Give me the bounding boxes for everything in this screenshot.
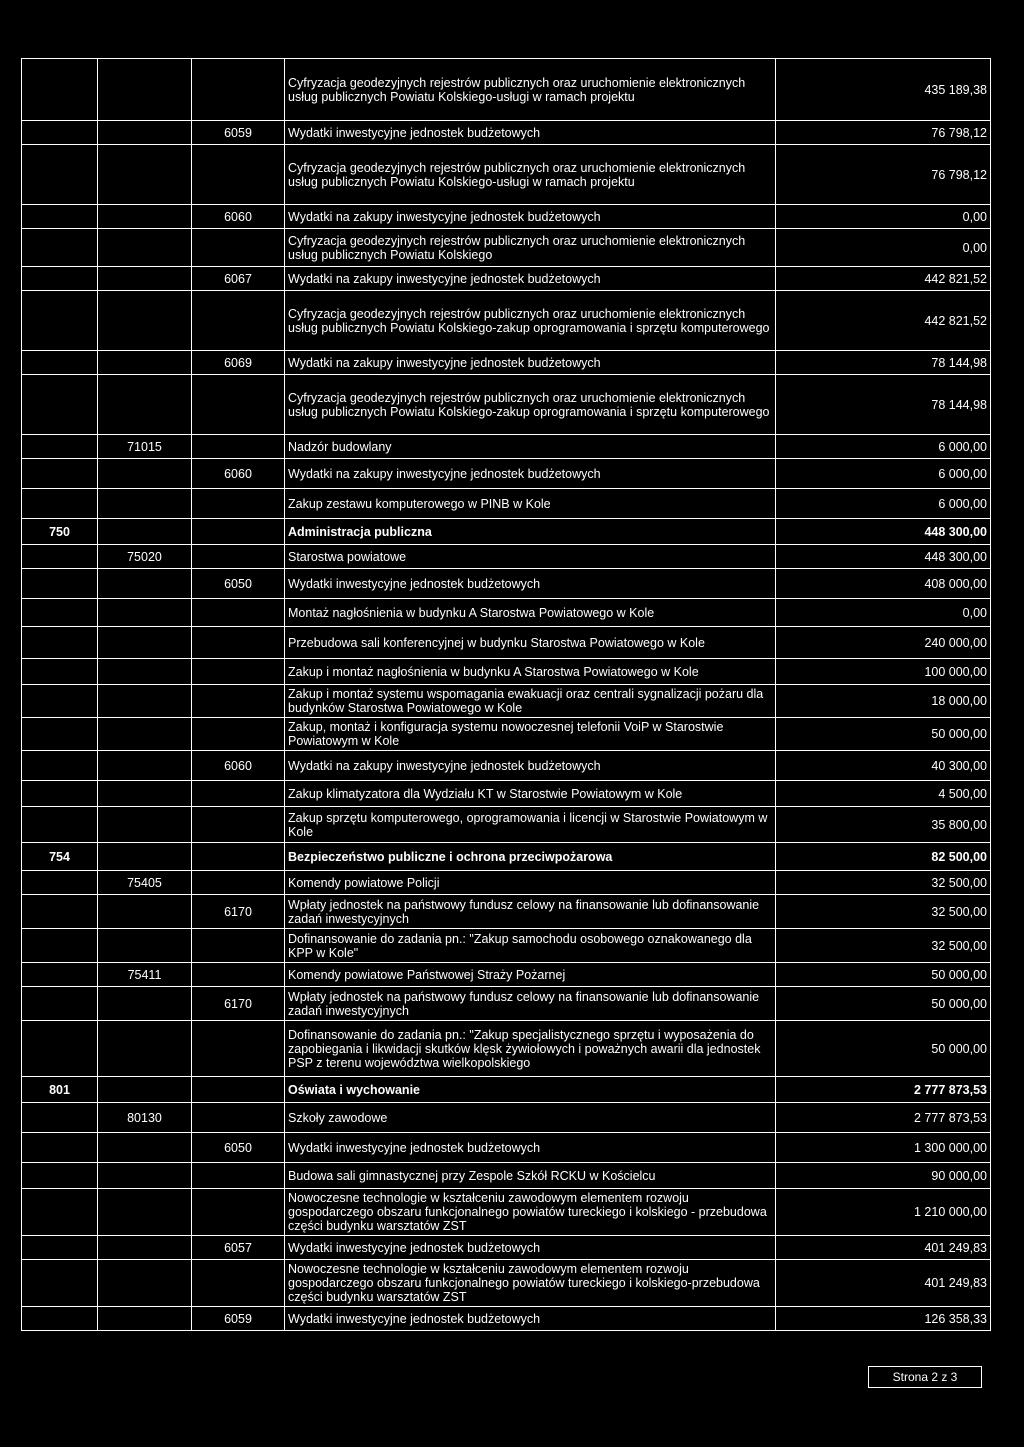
dzial-cell bbox=[22, 351, 98, 375]
rozdzial-cell: 80130 bbox=[98, 1103, 192, 1133]
dzial-cell bbox=[22, 685, 98, 718]
rozdzial-cell bbox=[98, 59, 192, 121]
table-row bbox=[22, 781, 991, 807]
paragraf-cell bbox=[192, 1103, 285, 1133]
dzial-cell bbox=[22, 963, 98, 987]
rozdzial-cell bbox=[98, 569, 192, 599]
rozdzial-cell bbox=[98, 718, 192, 751]
dzial-cell bbox=[22, 987, 98, 1021]
amount-cell: 1 300 000,00 bbox=[776, 1133, 991, 1163]
amount-cell: 240 000,00 bbox=[776, 627, 991, 659]
table-row bbox=[22, 569, 991, 599]
amount-cell: 4 500,00 bbox=[776, 781, 991, 807]
description-cell: Nowoczesne technologie w kształceniu zawodowym elementem rozwoju gospodarczego obszaru funkcjonalnego powiatów tureckiego i kolskiego-przebudowa części budynku warsztatów ZST bbox=[285, 1260, 776, 1307]
amount-cell: 35 800,00 bbox=[776, 807, 991, 843]
table-row bbox=[22, 685, 991, 718]
dzial-cell bbox=[22, 229, 98, 267]
dzial-cell bbox=[22, 1236, 98, 1260]
description-cell: Wpłaty jednostek na państwowy fundusz celowy na finansowanie lub dofinansowanie zadań inwestycyjnych bbox=[285, 895, 776, 929]
budget-expenditure-table bbox=[21, 58, 991, 1331]
paragraf-cell bbox=[192, 871, 285, 895]
dzial-cell bbox=[22, 145, 98, 205]
amount-cell: 6 000,00 bbox=[776, 489, 991, 519]
dzial-cell bbox=[22, 871, 98, 895]
description-cell: Zakup, montaż i konfiguracja systemu nowoczesnej telefonii VoiP w Starostwie Powiatowym w Kole bbox=[285, 718, 776, 751]
amount-cell: 2 777 873,53 bbox=[776, 1103, 991, 1133]
table-row bbox=[22, 871, 991, 895]
rozdzial-cell bbox=[98, 1163, 192, 1189]
paragraf-cell: 6059 bbox=[192, 1307, 285, 1331]
rozdzial-cell: 75411 bbox=[98, 963, 192, 987]
dzial-cell bbox=[22, 718, 98, 751]
table-row bbox=[22, 1260, 991, 1307]
dzial-cell bbox=[22, 895, 98, 929]
paragraf-cell bbox=[192, 1021, 285, 1077]
rozdzial-cell bbox=[98, 459, 192, 489]
paragraf-cell: 6050 bbox=[192, 1133, 285, 1163]
table-body bbox=[22, 59, 991, 1331]
rozdzial-cell bbox=[98, 781, 192, 807]
dzial-cell bbox=[22, 375, 98, 435]
paragraf-cell bbox=[192, 545, 285, 569]
paragraf-cell bbox=[192, 1163, 285, 1189]
amount-cell: 76 798,12 bbox=[776, 145, 991, 205]
description-cell: Szkoły zawodowe bbox=[285, 1103, 776, 1133]
dzial-cell: 754 bbox=[22, 843, 98, 871]
paragraf-cell bbox=[192, 519, 285, 545]
table-row bbox=[22, 375, 991, 435]
paragraf-cell bbox=[192, 489, 285, 519]
paragraf-cell bbox=[192, 1077, 285, 1103]
dzial-cell bbox=[22, 627, 98, 659]
amount-cell: 32 500,00 bbox=[776, 929, 991, 963]
description-cell: Budowa sali gimnastycznej przy Zespole Szkół RCKU w Kościelcu bbox=[285, 1163, 776, 1189]
description-cell: Komendy powiatowe Policji bbox=[285, 871, 776, 895]
dzial-cell bbox=[22, 599, 98, 627]
amount-cell: 50 000,00 bbox=[776, 1021, 991, 1077]
description-cell: Cyfryzacja geodezyjnych rejestrów publicznych oraz uruchomienie elektronicznych usług publicznych Powiatu Kolskiego-usługi w ramach projektu bbox=[285, 59, 776, 121]
amount-cell: 1 210 000,00 bbox=[776, 1189, 991, 1236]
rozdzial-cell bbox=[98, 145, 192, 205]
description-cell: Wpłaty jednostek na państwowy fundusz celowy na finansowanie lub dofinansowanie zadań inwestycyjnych bbox=[285, 987, 776, 1021]
amount-cell: 442 821,52 bbox=[776, 267, 991, 291]
dzial-cell: 801 bbox=[22, 1077, 98, 1103]
table-row bbox=[22, 351, 991, 375]
rozdzial-cell bbox=[98, 1021, 192, 1077]
table-row bbox=[22, 1236, 991, 1260]
rozdzial-cell bbox=[98, 895, 192, 929]
description-cell: Wydatki na zakupy inwestycyjne jednostek budżetowych bbox=[285, 205, 776, 229]
amount-cell: 18 000,00 bbox=[776, 685, 991, 718]
table-row bbox=[22, 121, 991, 145]
amount-cell: 90 000,00 bbox=[776, 1163, 991, 1189]
amount-cell: 50 000,00 bbox=[776, 963, 991, 987]
amount-cell: 0,00 bbox=[776, 599, 991, 627]
amount-cell: 76 798,12 bbox=[776, 121, 991, 145]
paragraf-cell bbox=[192, 435, 285, 459]
table-row bbox=[22, 1189, 991, 1236]
description-cell: Wydatki na zakupy inwestycyjne jednostek budżetowych bbox=[285, 267, 776, 291]
paragraf-cell: 6170 bbox=[192, 895, 285, 929]
dzial-cell bbox=[22, 1163, 98, 1189]
paragraf-cell bbox=[192, 1260, 285, 1307]
rozdzial-cell bbox=[98, 291, 192, 351]
paragraf-cell: 6060 bbox=[192, 205, 285, 229]
description-cell: Cyfryzacja geodezyjnych rejestrów publicznych oraz uruchomienie elektronicznych usług publicznych Powiatu Kolskiego-zakup oprogramowania i sprzętu komputerowego bbox=[285, 291, 776, 351]
description-cell: Nadzór budowlany bbox=[285, 435, 776, 459]
paragraf-cell bbox=[192, 929, 285, 963]
rozdzial-cell bbox=[98, 489, 192, 519]
description-cell: Wydatki inwestycyjne jednostek budżetowych bbox=[285, 1133, 776, 1163]
table-row bbox=[22, 1163, 991, 1189]
dzial-cell: 750 bbox=[22, 519, 98, 545]
dzial-cell bbox=[22, 435, 98, 459]
description-cell: Wydatki inwestycyjne jednostek budżetowych bbox=[285, 1307, 776, 1331]
dzial-cell bbox=[22, 1189, 98, 1236]
dzial-cell bbox=[22, 291, 98, 351]
rozdzial-cell: 71015 bbox=[98, 435, 192, 459]
table-row bbox=[22, 1103, 991, 1133]
description-cell: Cyfryzacja geodezyjnych rejestrów publicznych oraz uruchomienie elektronicznych usług publicznych Powiatu Kolskiego-zakup oprogramowania i sprzętu komputerowego bbox=[285, 375, 776, 435]
rozdzial-cell bbox=[98, 929, 192, 963]
amount-cell: 50 000,00 bbox=[776, 718, 991, 751]
dzial-cell bbox=[22, 205, 98, 229]
description-cell: Komendy powiatowe Państwowej Straży Pożarnej bbox=[285, 963, 776, 987]
rozdzial-cell bbox=[98, 1236, 192, 1260]
rozdzial-cell bbox=[98, 121, 192, 145]
table-row bbox=[22, 929, 991, 963]
page-number-footer: Strona 2 z 3 bbox=[868, 1366, 982, 1388]
amount-cell: 435 189,38 bbox=[776, 59, 991, 121]
description-cell: Nowoczesne technologie w kształceniu zawodowym elementem rozwoju gospodarczego obszaru funkcjonalnego powiatów tureckiego i kolskiego - przebudowa części budynku warsztatów ZST bbox=[285, 1189, 776, 1236]
amount-cell: 82 500,00 bbox=[776, 843, 991, 871]
rozdzial-cell bbox=[98, 519, 192, 545]
paragraf-cell bbox=[192, 685, 285, 718]
amount-cell: 32 500,00 bbox=[776, 895, 991, 929]
paragraf-cell bbox=[192, 1189, 285, 1236]
description-cell: Zakup i montaż nagłośnienia w budynku A Starostwa Powiatowego w Kole bbox=[285, 659, 776, 685]
description-cell: Wydatki inwestycyjne jednostek budżetowych bbox=[285, 1236, 776, 1260]
dzial-cell bbox=[22, 569, 98, 599]
description-cell: Dofinansowanie do zadania pn.: "Zakup samochodu osobowego oznakowanego dla KPP w Kole" bbox=[285, 929, 776, 963]
paragraf-cell: 6060 bbox=[192, 751, 285, 781]
description-cell: Przebudowa sali konferencyjnej w budynku Starostwa Powiatowego w Kole bbox=[285, 627, 776, 659]
amount-cell: 6 000,00 bbox=[776, 459, 991, 489]
rozdzial-cell bbox=[98, 627, 192, 659]
description-cell: Wydatki inwestycyjne jednostek budżetowych bbox=[285, 569, 776, 599]
paragraf-cell bbox=[192, 59, 285, 121]
amount-cell: 401 249,83 bbox=[776, 1260, 991, 1307]
dzial-cell bbox=[22, 267, 98, 291]
table-row bbox=[22, 267, 991, 291]
dzial-cell bbox=[22, 1021, 98, 1077]
dzial-cell bbox=[22, 1260, 98, 1307]
dzial-cell bbox=[22, 1133, 98, 1163]
table-row bbox=[22, 963, 991, 987]
rozdzial-cell bbox=[98, 987, 192, 1021]
dzial-cell bbox=[22, 1103, 98, 1133]
paragraf-cell bbox=[192, 375, 285, 435]
table-row bbox=[22, 229, 991, 267]
rozdzial-cell bbox=[98, 375, 192, 435]
dzial-cell bbox=[22, 1307, 98, 1331]
rozdzial-cell bbox=[98, 807, 192, 843]
dzial-cell bbox=[22, 929, 98, 963]
description-cell: Wydatki na zakupy inwestycyjne jednostek budżetowych bbox=[285, 751, 776, 781]
dzial-cell bbox=[22, 751, 98, 781]
paragraf-cell: 6057 bbox=[192, 1236, 285, 1260]
paragraf-cell: 6069 bbox=[192, 351, 285, 375]
paragraf-cell: 6050 bbox=[192, 569, 285, 599]
amount-cell: 32 500,00 bbox=[776, 871, 991, 895]
table-row bbox=[22, 987, 991, 1021]
rozdzial-cell bbox=[98, 205, 192, 229]
description-cell: Starostwa powiatowe bbox=[285, 545, 776, 569]
table-row bbox=[22, 718, 991, 751]
paragraf-cell bbox=[192, 229, 285, 267]
paragraf-cell bbox=[192, 291, 285, 351]
paragraf-cell: 6060 bbox=[192, 459, 285, 489]
amount-cell: 50 000,00 bbox=[776, 987, 991, 1021]
description-cell: Zakup zestawu komputerowego w PINB w Kole bbox=[285, 489, 776, 519]
table-row bbox=[22, 1307, 991, 1331]
dzial-cell bbox=[22, 59, 98, 121]
paragraf-cell bbox=[192, 807, 285, 843]
rozdzial-cell bbox=[98, 1077, 192, 1103]
paragraf-cell bbox=[192, 599, 285, 627]
dzial-cell bbox=[22, 459, 98, 489]
table-row bbox=[22, 489, 991, 519]
table-row bbox=[22, 205, 991, 229]
amount-cell: 448 300,00 bbox=[776, 519, 991, 545]
paragraf-cell: 6059 bbox=[192, 121, 285, 145]
table-row bbox=[22, 545, 991, 569]
description-cell: Wydatki inwestycyjne jednostek budżetowych bbox=[285, 121, 776, 145]
table-row bbox=[22, 291, 991, 351]
table-row bbox=[22, 659, 991, 685]
amount-cell: 0,00 bbox=[776, 229, 991, 267]
table-row bbox=[22, 751, 991, 781]
amount-cell: 126 358,33 bbox=[776, 1307, 991, 1331]
rozdzial-cell bbox=[98, 1260, 192, 1307]
dzial-cell bbox=[22, 659, 98, 685]
amount-cell: 408 000,00 bbox=[776, 569, 991, 599]
table-row bbox=[22, 1133, 991, 1163]
description-cell: Oświata i wychowanie bbox=[285, 1077, 776, 1103]
table-row bbox=[22, 627, 991, 659]
amount-cell: 6 000,00 bbox=[776, 435, 991, 459]
description-cell: Zakup i montaż systemu wspomagania ewakuacji oraz centrali sygnalizacji pożaru dla budynków Starostwa Powiatowego w Kole bbox=[285, 685, 776, 718]
paragraf-cell bbox=[192, 627, 285, 659]
table-row bbox=[22, 599, 991, 627]
dzial-cell bbox=[22, 781, 98, 807]
table-row bbox=[22, 145, 991, 205]
dzial-cell bbox=[22, 121, 98, 145]
rozdzial-cell bbox=[98, 599, 192, 627]
amount-cell: 0,00 bbox=[776, 205, 991, 229]
description-cell: Zakup klimatyzatora dla Wydziału KT w Starostwie Powiatowym w Kole bbox=[285, 781, 776, 807]
table-row bbox=[22, 1077, 991, 1103]
description-cell: Cyfryzacja geodezyjnych rejestrów publicznych oraz uruchomienie elektronicznych usług publicznych Powiatu Kolskiego bbox=[285, 229, 776, 267]
paragraf-cell bbox=[192, 781, 285, 807]
table-row bbox=[22, 435, 991, 459]
rozdzial-cell: 75020 bbox=[98, 545, 192, 569]
amount-cell: 78 144,98 bbox=[776, 375, 991, 435]
description-cell: Dofinansowanie do zadania pn.: "Zakup specjalistycznego sprzętu i wyposażenia do zapobiegania i likwidacji skutków klęsk żywiołowych i poważnych awarii dla jednostek PSP z terenu województwa wielkopolskiego bbox=[285, 1021, 776, 1077]
rozdzial-cell bbox=[98, 1189, 192, 1236]
paragraf-cell bbox=[192, 718, 285, 751]
rozdzial-cell bbox=[98, 1307, 192, 1331]
description-cell: Cyfryzacja geodezyjnych rejestrów publicznych oraz uruchomienie elektronicznych usług publicznych Powiatu Kolskiego-usługi w ramach projektu bbox=[285, 145, 776, 205]
paragraf-cell bbox=[192, 659, 285, 685]
amount-cell: 100 000,00 bbox=[776, 659, 991, 685]
rozdzial-cell bbox=[98, 685, 192, 718]
paragraf-cell bbox=[192, 843, 285, 871]
table-row bbox=[22, 519, 991, 545]
description-cell: Montaż nagłośnienia w budynku A Starostwa Powiatowego w Kole bbox=[285, 599, 776, 627]
amount-cell: 448 300,00 bbox=[776, 545, 991, 569]
amount-cell: 2 777 873,53 bbox=[776, 1077, 991, 1103]
amount-cell: 40 300,00 bbox=[776, 751, 991, 781]
paragraf-cell bbox=[192, 145, 285, 205]
dzial-cell bbox=[22, 489, 98, 519]
description-cell: Administracja publiczna bbox=[285, 519, 776, 545]
rozdzial-cell: 75405 bbox=[98, 871, 192, 895]
paragraf-cell bbox=[192, 963, 285, 987]
rozdzial-cell bbox=[98, 659, 192, 685]
rozdzial-cell bbox=[98, 843, 192, 871]
amount-cell: 442 821,52 bbox=[776, 291, 991, 351]
table-row bbox=[22, 807, 991, 843]
paragraf-cell: 6067 bbox=[192, 267, 285, 291]
table-row bbox=[22, 1021, 991, 1077]
description-cell: Bezpieczeństwo publiczne i ochrona przeciwpożarowa bbox=[285, 843, 776, 871]
dzial-cell bbox=[22, 807, 98, 843]
description-cell: Wydatki na zakupy inwestycyjne jednostek budżetowych bbox=[285, 351, 776, 375]
rozdzial-cell bbox=[98, 351, 192, 375]
rozdzial-cell bbox=[98, 1133, 192, 1163]
table-row bbox=[22, 459, 991, 489]
rozdzial-cell bbox=[98, 751, 192, 781]
amount-cell: 401 249,83 bbox=[776, 1236, 991, 1260]
paragraf-cell: 6170 bbox=[192, 987, 285, 1021]
description-cell: Zakup sprzętu komputerowego, oprogramowania i licencji w Starostwie Powiatowym w Kole bbox=[285, 807, 776, 843]
dzial-cell bbox=[22, 545, 98, 569]
amount-cell: 78 144,98 bbox=[776, 351, 991, 375]
table-row bbox=[22, 843, 991, 871]
rozdzial-cell bbox=[98, 229, 192, 267]
table-row bbox=[22, 59, 991, 121]
description-cell: Wydatki na zakupy inwestycyjne jednostek budżetowych bbox=[285, 459, 776, 489]
table-row bbox=[22, 895, 991, 929]
rozdzial-cell bbox=[98, 267, 192, 291]
